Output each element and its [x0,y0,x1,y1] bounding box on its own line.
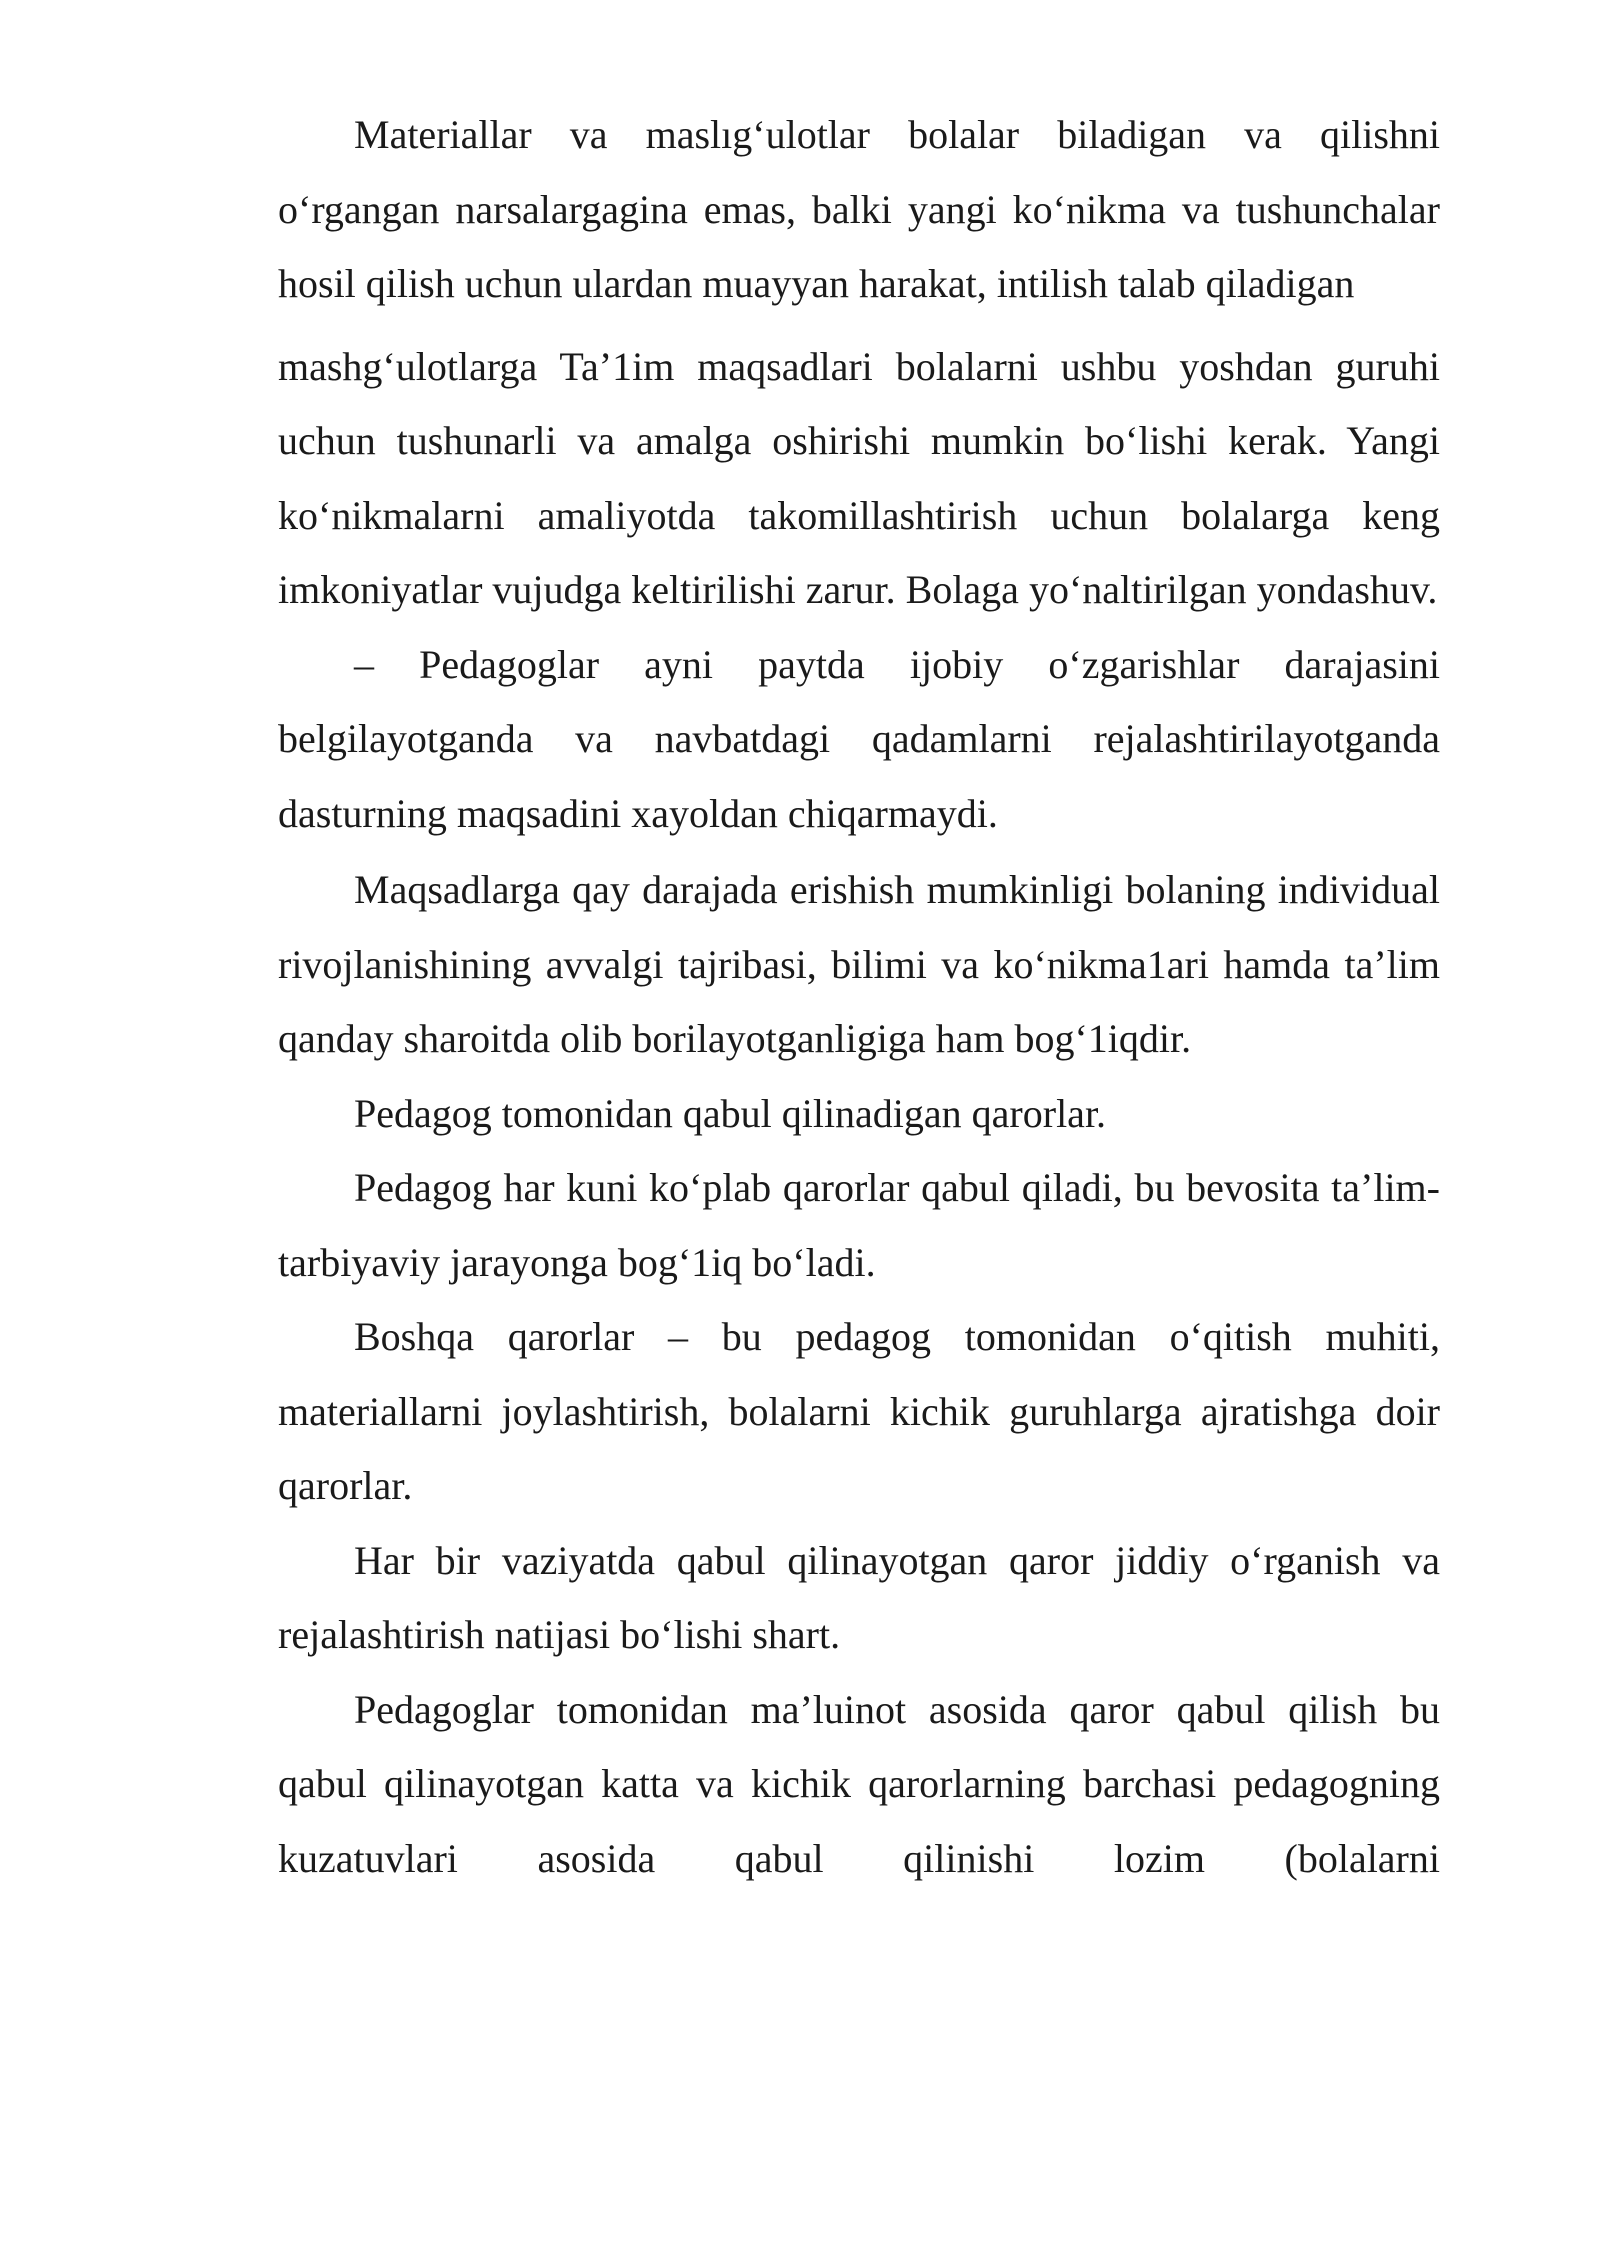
paragraph-clip [278,1673,1440,1971]
paragraph-materials: Materiallar va maslıg‘ulotlar bolalar biladigan va qilishni o‘rgangan narsalargagina emas, balki yangi ko‘nikma va tushunchalar hosil qilish uchun ulardan muayyan harakat, intilish talab qiladigan [278,112,1440,306]
paragraph-pedagogues-progress: – Pedagoglar ayni paytda ijobiy o‘zgarishlar darajasini belgilayotganda va navbatdagi qadamlarni rejalashtirilayotganda dasturning maqsadini xayoldan chiqarmaydi. [278,641,1440,836]
paragraph-other-decisions: Boshqa qarorlar – bu pedagog tomonidan o‘qitish muhiti, materiallarni joylashtirish, bolalarni kichik guruhlarga ajratishga doir qarorlar. [278,1314,1440,1508]
paragraph-every-situation: Har bir vaziyatda qabul qilinayotgan qaror jiddiy o‘rganish va rejalashtirish natijasi bo‘lishi shart. [278,1537,1440,1657]
body-text [278,98,1440,1971]
paragraph-learning-goals: mashg‘ulotlarga Ta’1im maqsadlari bolalarni ushbu yoshdan guruhi uchun tushunarli va amalga oshirishi mumkin bo‘lishi kerak. Yangi ko‘nikmalarni amaliyotda takomillashtirish uchun bolalarga keng imkoniyatlar vujudga keltirilishi zarur. Bolaga yo‘naltirilgan yondashuv. [278,343,1440,612]
paragraph-daily-decisions: Pedagog har kuni ko‘plab qarorlar qabul qiladi, bu bevosita ta’lim-tarbiyaviy jarayonga bog‘1iq bo‘ladi. [278,1165,1440,1285]
paragraph-information-based: Pedagoglar tomonidan ma’luinot asosida qaror qabul qilish bu qabul qilinayotgan katta va kichik qarorlarning barchasi pedagogning kuzatuvlari asosida qabul qilinishi lozim (bolalarni [278,1686,1440,1881]
paragraph-goal-achievement: Maqsadlarga qay darajada erishish mumkinligi bolaning individual rivojlanishining avvalgi tajribasi, bilimi va ko‘nikma1ari hamda ta’lim qanday sharoitda olib borilayotganligiga ham bog‘1iqdir. [278,867,1440,1061]
paragraph-decisions-heading: Pedagog tomonidan qabul qilinadigan qarorlar. [354,1090,1107,1136]
